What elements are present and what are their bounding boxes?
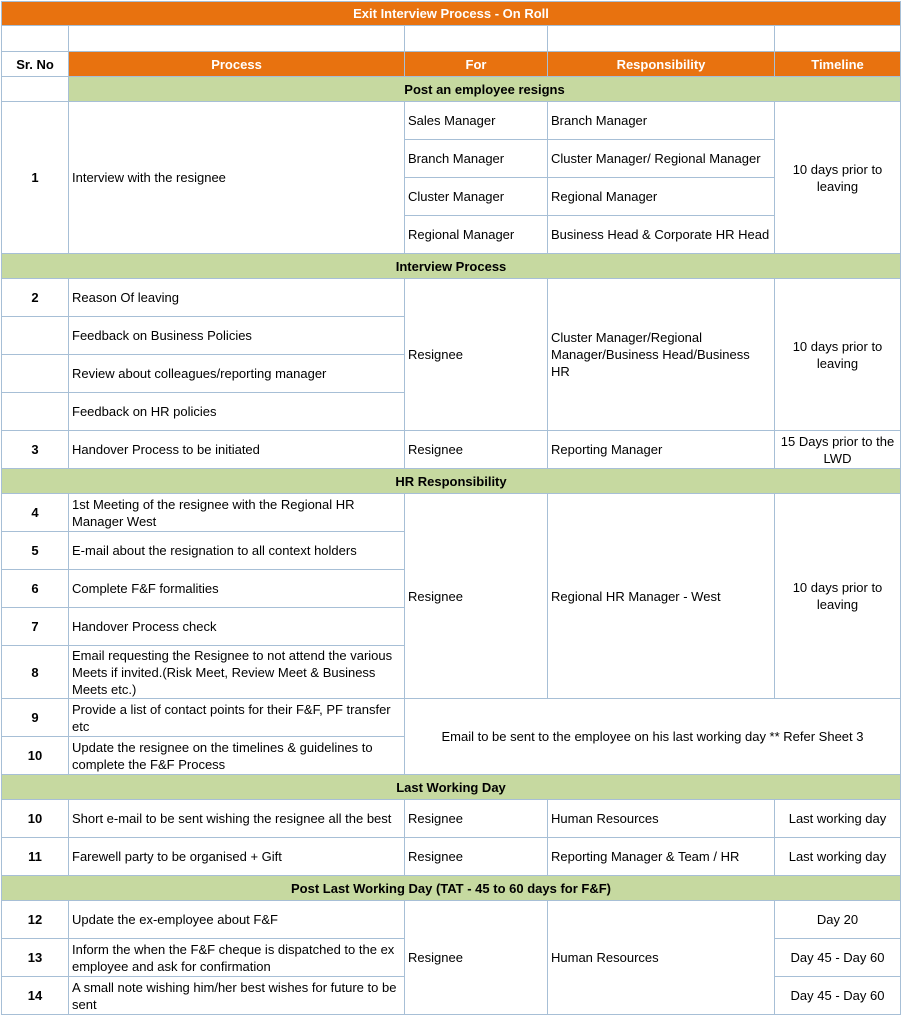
header-timeline: Timeline — [775, 52, 901, 77]
responsibility-cell: Regional Manager — [548, 178, 775, 216]
responsibility-cell: Human Resources — [548, 901, 775, 1015]
empty-cell — [548, 26, 775, 52]
responsibility-cell: Regional HR Manager - West — [548, 494, 775, 699]
header-row — [2, 52, 901, 77]
header-process: Process — [69, 52, 405, 77]
responsibility-cell: Branch Manager — [548, 102, 775, 140]
sr-no-cell: 10 — [2, 737, 69, 775]
timeline-cell: Day 45 - Day 60 — [775, 977, 901, 1015]
for-cell: Regional Manager — [405, 216, 548, 254]
sr-no-cell — [2, 355, 69, 393]
process-cell: Feedback on Business Policies — [69, 317, 405, 355]
email-note-cell: Email to be sent to the employee on his last working day ** Refer Sheet 3 — [405, 699, 901, 775]
responsibility-cell: Business Head & Corporate HR Head — [548, 216, 775, 254]
sr-no-cell: 2 — [2, 279, 69, 317]
sheet-title: Exit Interview Process - On Roll — [2, 2, 901, 26]
for-cell: Resignee — [405, 494, 548, 699]
empty-cell — [2, 77, 69, 102]
process-cell: Short e-mail to be sent wishing the resignee all the best — [69, 800, 405, 838]
process-cell: A small note wishing him/her best wishes for future to be sent — [69, 977, 405, 1015]
process-cell: Handover Process to be initiated — [69, 431, 405, 469]
section-title: Post Last Working Day (TAT - 45 to 60 days for F&F) — [2, 876, 901, 901]
table-row — [2, 431, 901, 469]
responsibility-cell: Cluster Manager/Regional Manager/Business Head/Business HR — [548, 279, 775, 431]
header-for: For — [405, 52, 548, 77]
process-cell: Update the ex-employee about F&F — [69, 901, 405, 939]
for-cell: Cluster Manager — [405, 178, 548, 216]
process-cell: Reason Of leaving — [69, 279, 405, 317]
sr-no-cell: 1 — [2, 102, 69, 254]
section-title: Post an employee resigns — [69, 77, 901, 102]
section-title: HR Responsibility — [2, 469, 901, 494]
table-row — [2, 901, 901, 939]
for-cell: Branch Manager — [405, 140, 548, 178]
process-cell: Farewell party to be organised + Gift — [69, 838, 405, 876]
sr-no-cell: 4 — [2, 494, 69, 532]
table-row — [2, 279, 901, 317]
table-row — [2, 838, 901, 876]
section-title: Last Working Day — [2, 775, 901, 800]
timeline-cell: 10 days prior to leaving — [775, 102, 901, 254]
process-cell: Provide a list of contact points for their F&F, PF transfer etc — [69, 699, 405, 737]
timeline-cell: 10 days prior to leaving — [775, 279, 901, 431]
section-title: Interview Process — [2, 254, 901, 279]
process-cell: Review about colleagues/reporting manager — [69, 355, 405, 393]
empty-cell — [2, 26, 69, 52]
responsibility-cell: Reporting Manager — [548, 431, 775, 469]
timeline-cell: Day 45 - Day 60 — [775, 939, 901, 977]
sr-no-cell: 14 — [2, 977, 69, 1015]
process-cell: Email requesting the Resignee to not attend the various Meets if invited.(Risk Meet, Review Meet & Business Meets etc.) — [69, 646, 405, 699]
sr-no-cell: 5 — [2, 532, 69, 570]
sr-no-cell: 11 — [2, 838, 69, 876]
sr-no-cell: 3 — [2, 431, 69, 469]
table-row — [2, 699, 901, 737]
timeline-cell: Last working day — [775, 838, 901, 876]
sr-no-cell: 10 — [2, 800, 69, 838]
responsibility-cell: Reporting Manager & Team / HR — [548, 838, 775, 876]
timeline-cell: Last working day — [775, 800, 901, 838]
sr-no-cell — [2, 393, 69, 431]
sr-no-cell: 7 — [2, 608, 69, 646]
empty-cell — [775, 26, 901, 52]
process-cell: Inform the when the F&F cheque is dispatched to the ex employee and ask for confirmation — [69, 939, 405, 977]
process-cell: Complete F&F formalities — [69, 570, 405, 608]
sr-no-cell — [2, 317, 69, 355]
for-cell: Resignee — [405, 838, 548, 876]
sr-no-cell: 6 — [2, 570, 69, 608]
sr-no-cell: 12 — [2, 901, 69, 939]
for-cell: Resignee — [405, 901, 548, 1015]
process-cell: Update the resignee on the timelines & guidelines to complete the F&F Process — [69, 737, 405, 775]
timeline-cell: 15 Days prior to the LWD — [775, 431, 901, 469]
sr-no-cell: 9 — [2, 699, 69, 737]
timeline-cell: 10 days prior to leaving — [775, 494, 901, 699]
for-cell: Resignee — [405, 800, 548, 838]
process-cell: Interview with the resignee — [69, 102, 405, 254]
empty-cell — [69, 26, 405, 52]
responsibility-cell: Cluster Manager/ Regional Manager — [548, 140, 775, 178]
for-cell: Resignee — [405, 279, 548, 431]
exit-interview-table — [1, 1, 901, 1015]
sr-no-cell: 8 — [2, 646, 69, 699]
responsibility-cell: Human Resources — [548, 800, 775, 838]
header-responsibility: Responsibility — [548, 52, 775, 77]
process-cell: E-mail about the resignation to all context holders — [69, 532, 405, 570]
timeline-cell: Day 20 — [775, 901, 901, 939]
table-row — [2, 800, 901, 838]
process-cell: Handover Process check — [69, 608, 405, 646]
empty-cell — [405, 26, 548, 52]
table-row — [2, 494, 901, 532]
process-cell: Feedback on HR policies — [69, 393, 405, 431]
for-cell: Resignee — [405, 431, 548, 469]
for-cell: Sales Manager — [405, 102, 548, 140]
header-sr-no: Sr. No — [2, 52, 69, 77]
sr-no-cell: 13 — [2, 939, 69, 977]
table-row — [2, 102, 901, 140]
process-cell: 1st Meeting of the resignee with the Regional HR Manager West — [69, 494, 405, 532]
